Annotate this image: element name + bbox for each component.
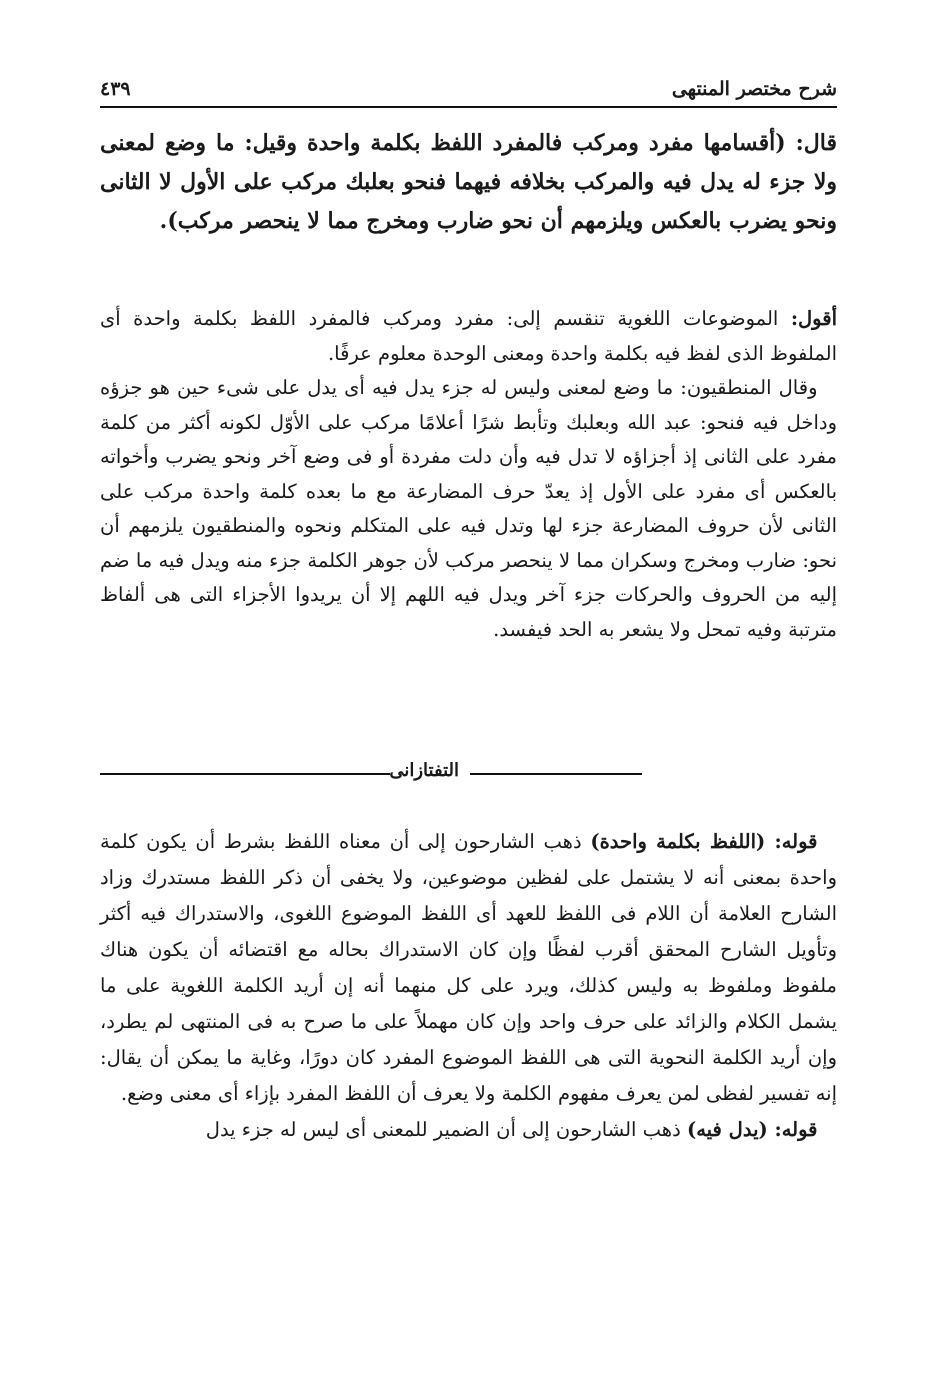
sharh-commentary bbox=[100, 302, 837, 647]
matn-text: قال: (أقسامها مفرد ومركب فالمفرد اللفظ بكلمة واحدة وقيل: ما وضع لمعنى ولا جزء له يدل فيه والمركب بخلافه فيهما فنحو بعلبك مركب على الأول لا الثانى ونحو يضرب بالعكس ويلزمهم أن نحو ضارب ومخرج مما لا ينحصر مركب). bbox=[100, 130, 837, 234]
page-number: ٤٣٩ bbox=[100, 78, 131, 100]
hashiya-p1-lead: قوله: (اللفظ بكلمة واحدة) bbox=[590, 830, 818, 853]
hashiya-gloss bbox=[100, 824, 837, 1148]
divider-line-left bbox=[100, 773, 390, 775]
divider-line-right bbox=[470, 773, 642, 775]
hashiya-p1-text: ذهب الشارحون إلى أن معناه اللفظ بشرط أن يكون كلمة واحدة بمعنى أنه لا يشتمل على لفظين موضوعين، ولا يخفى أن ذكر اللفظ مستدرك وزاد الشارح العلامة أن اللام فى اللفظ للعهد أى اللفظ الموضوع اللغوى، والاستدراك فيه أكثر وتأويل الشارح المحقق أقرب لفظًا وإن كان الاستدراك بحاله مع اقتضائه أن يكون هناك ملفوظ وملفوظ به وليس كذلك، ويرد على كل منهما أنه إن أريد الكلمة اللغوية على ما يشمل الكلام والزائد على حرف واحد وإن كان مهملاً على ما صرح به فى المنتهى لم يطرد، وإن أريد الكلمة النحوية التى هى اللفظ الموضوع المفرد كان دورًا، وغاية ما يمكن أن يقال: إنه تفسير لفظى لمن يعرف مفهوم الكلمة ولا يعرف أن اللفظ المفرد بإزاء أى معنى وضع. bbox=[100, 830, 837, 1105]
running-header bbox=[100, 74, 837, 108]
divider-label: التفتازانى bbox=[389, 760, 459, 781]
sharh-lead: أقول: bbox=[790, 307, 837, 330]
header-title: شرح مختصر المنتهى bbox=[671, 78, 837, 100]
hashiya-p2-text: ذهب الشارحون إلى أن الضمير للمعنى أى ليس له جزء يدل bbox=[205, 1118, 681, 1141]
sharh-p1-text: الموضوعات اللغوية تنقسم إلى: مفرد ومركب فالمفرد اللفظ بكلمة واحدة أى الملفوظ الذى لفظ فيه بكلمة واحدة ومعنى الوحدة معلوم عرفًا. bbox=[100, 307, 837, 365]
hashiya-p2-lead: قوله: (يدل فيه) bbox=[686, 1118, 818, 1141]
matn-quote bbox=[100, 124, 837, 241]
sharh-paragraph-1 bbox=[100, 302, 837, 371]
section-divider bbox=[100, 760, 837, 788]
sharh-paragraph-2: وقال المنطقيون: ما وضع لمعنى وليس له جزء يدل فيه أى يدل على شىء حين هو جزؤه وداخل فيه فنحو: عبد الله وبعلبك وتأبط شرًا أعلامًا مركب على الأوّل لكونه أكثر من كلمة مفرد على الثانى إذ أجزاؤه لا تدل فيه وأن دلت مفردة أو فى وضع آخر ونحو يضرب وأخواته بالعكس أى مفرد على الأول إذ يعدّ حرف المضارعة مع ما بعده كلمة واحدة مركب على الثانى لأن حروف المضارعة جزء لها وتدل فيه على المتكلم ونحوه والمنطقيون يلزمهم أن نحو: ضارب ومخرج وسكران مما لا ينحصر مركب لأن جوهر الكلمة جزء منه ويدل فيه ما ضم إليه من الحروف والحركات جزء آخر ويدل فيه اللهم إلا أن يريدوا الأجزاء التى هى ألفاظ مترتبة وفيه تمحل ولا يشعر به الحد فيفسد. bbox=[100, 376, 837, 641]
hashiya-paragraph-2 bbox=[100, 1112, 837, 1148]
hashiya-paragraph-1 bbox=[100, 824, 837, 1112]
book-page bbox=[100, 0, 837, 1374]
